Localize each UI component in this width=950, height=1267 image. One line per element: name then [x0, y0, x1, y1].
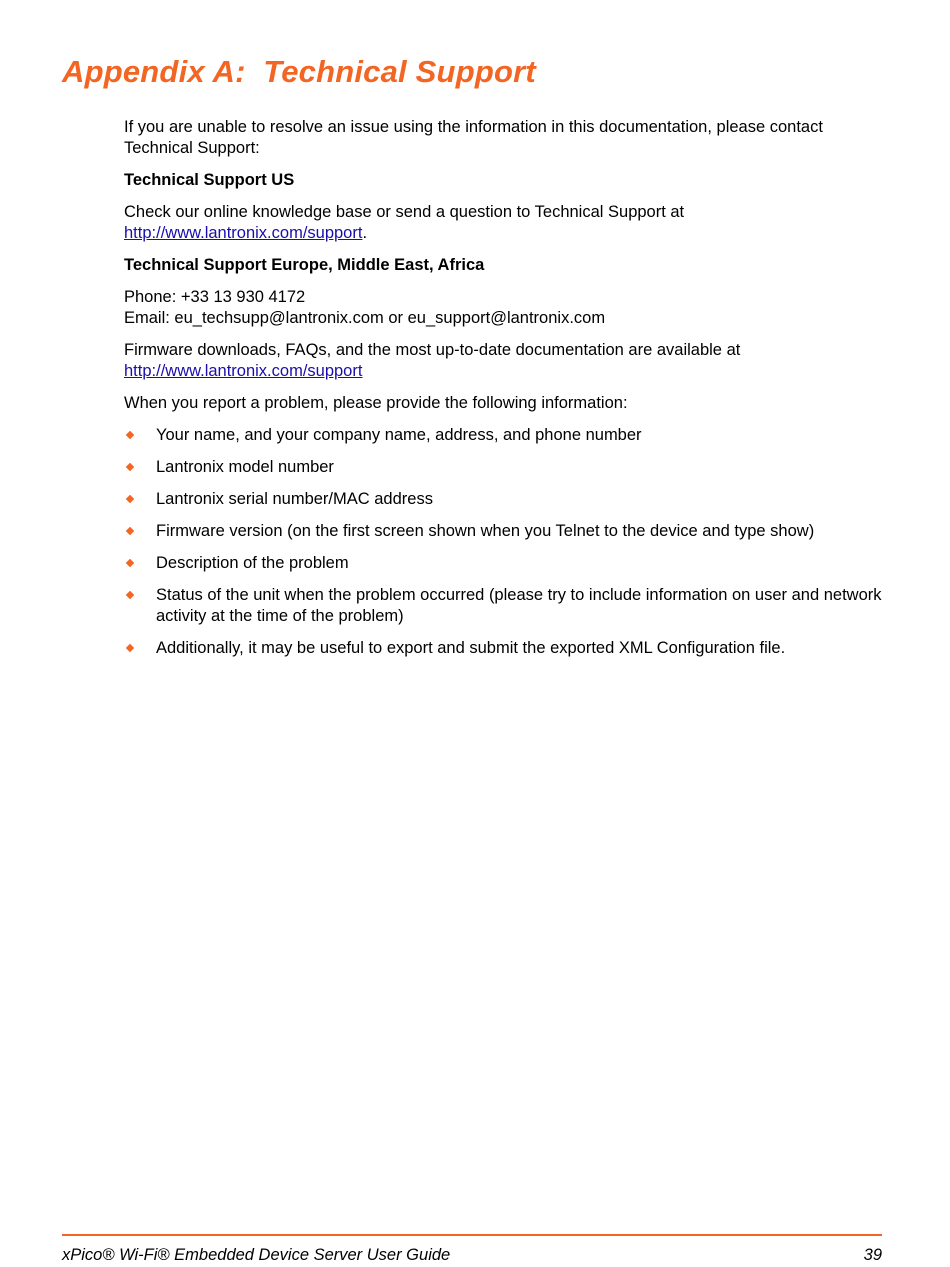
list-item-text: Lantronix model number: [156, 458, 334, 476]
us-support-paragraph: [124, 202, 884, 244]
list-item-text: Lantronix serial number/MAC address: [156, 490, 433, 508]
footer-document-title: xPico® Wi-Fi® Embedded Device Server User Guide: [62, 1246, 451, 1264]
emea-phone: Phone: +33 13 930 4172: [124, 288, 306, 306]
firmware-link[interactable]: http://www.lantronix.com/support: [124, 362, 363, 380]
page-title: Appendix A: Technical Support: [62, 54, 536, 89]
footer-divider: [62, 1234, 882, 1236]
diamond-bullet-icon: [126, 431, 134, 439]
page-number: 39: [863, 1246, 882, 1264]
list-item-text: Description of the problem: [156, 554, 349, 572]
firmware-text: Firmware downloads, FAQs, and the most up-to-date documentation are available at: [124, 341, 741, 359]
diamond-bullet-icon: [126, 495, 134, 503]
info-bullet-list: [124, 425, 884, 659]
us-support-link[interactable]: http://www.lantronix.com/support: [124, 224, 363, 242]
list-item: [124, 638, 884, 659]
emea-contact-paragraph: [124, 287, 884, 329]
list-item-text: Firmware version (on the first screen shown when you Telnet to the device and type show): [156, 522, 815, 540]
emea-support-heading: Technical Support Europe, Middle East, Africa: [124, 256, 485, 274]
intro-paragraph: If you are unable to resolve an issue using the information in this documentation, please contact Technical Support:: [124, 118, 823, 157]
content-body: [124, 117, 884, 670]
diamond-bullet-icon: [126, 591, 134, 599]
list-item: [124, 489, 884, 510]
list-item: [124, 585, 884, 627]
diamond-bullet-icon: [126, 644, 134, 652]
report-intro: When you report a problem, please provide the following information:: [124, 394, 628, 412]
list-item: [124, 553, 884, 574]
list-item: [124, 457, 884, 478]
us-support-suffix: .: [362, 224, 368, 242]
emea-email: Email: eu_techsupp@lantronix.com or eu_support@lantronix.com: [124, 309, 606, 327]
us-support-heading: Technical Support US: [124, 171, 295, 189]
list-item-text: Status of the unit when the problem occurred (please try to include information on user and network activity at the time of the problem): [156, 586, 882, 625]
us-support-text: Check our online knowledge base or send a question to Technical Support at: [124, 203, 685, 221]
list-item: [124, 425, 884, 446]
diamond-bullet-icon: [126, 559, 134, 567]
diamond-bullet-icon: [126, 463, 134, 471]
list-item: [124, 521, 884, 542]
list-item-text: Additionally, it may be useful to export and submit the exported XML Configuration file.: [156, 639, 786, 657]
list-item-text: Your name, and your company name, address, and phone number: [156, 426, 642, 444]
diamond-bullet-icon: [126, 527, 134, 535]
firmware-paragraph: [124, 340, 884, 382]
